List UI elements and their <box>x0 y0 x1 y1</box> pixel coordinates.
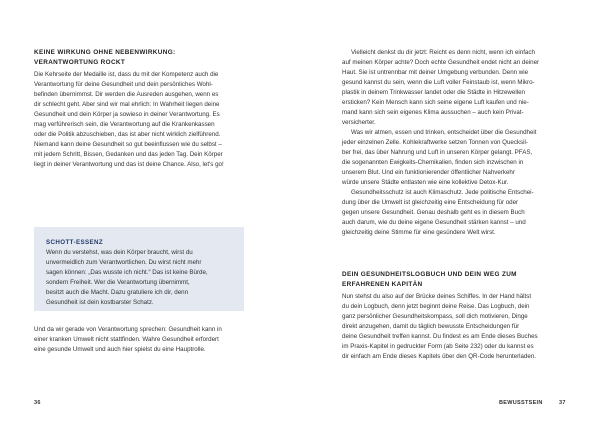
text-line: Was wir atmen, essen und trinken, entscheidet über die Gesundheit <box>351 129 537 136</box>
text-line: oder die Politik abzuschieben, das ist aber nicht wirklich zielführend. <box>34 131 221 138</box>
text-line: ber frei, das über Nahrung und Luft in unseren Körper gelangt. PFAS, <box>342 149 533 156</box>
text-line: Nun stehst du also auf der Brücke deines Schiffes. In der Hand hältst <box>342 293 532 300</box>
text-line: gleichzeitig deine Stimme für eine gesündere Welt wirst. <box>342 229 496 236</box>
text-line: plastik in deinem Trinkwasser landet oder die Städte in Hitzewellen <box>342 89 525 96</box>
page-number-right: 37 <box>559 400 566 406</box>
text-line: eine gesunde Umwelt und auch hier spielst du eine Hauptrolle. <box>34 346 206 353</box>
text-line: gesund kannst du sein, wenn die Luft voller Feinstaub ist, wenn Mikro- <box>342 79 535 86</box>
section-heading-logbook <box>342 270 576 290</box>
text-line: mit jedem Schritt, Bissen, Gedanken und das jeden Tag. Dein Körper <box>34 151 223 158</box>
text-line: auf meinen Körper achte? Doch echte Gesundheit endet nicht an deiner <box>342 59 540 66</box>
intro-paragraph <box>34 70 274 170</box>
essence-box-body <box>46 248 234 308</box>
text-line: du dein Logbuch, denn jetzt beginnt deine Reise. Das Logbuch, dein <box>342 303 530 310</box>
text-line: versicherter. <box>342 119 376 126</box>
text-line: Und da wir gerade von Verantwortung sprechen: Gesundheit kann in <box>34 326 222 333</box>
text-line: direkt anzugehen, damit du täglich bewusste Entscheidungen für <box>342 323 520 330</box>
heading-line: DEIN GESUNDHEITSLOGBUCH UND DEIN WEG ZUM <box>342 271 517 278</box>
text-line: unserem Blut. Und ein funktionierender öffentlicher Nahverkehr <box>342 169 515 176</box>
text-line: mag verführerisch sein, die Verantwortung auf die Krankenkassen <box>34 121 215 128</box>
essence-box <box>34 227 244 311</box>
heading-line: ERFAHRENEN KAPITÄN <box>342 281 423 288</box>
text-line: Haut. Sie ist untrennbar mit deiner Umgebung verbunden. Denn wie <box>342 69 529 76</box>
text-line: die sogenannten Ewigkeits-Chemikalien, finden sich inzwischen in <box>342 159 524 166</box>
text-line: ganz persönlicher Gesundheitskompass, soll dich motivieren, Dinge <box>342 313 528 320</box>
text-line: sagen können: „Das wusste ich nicht.“ Das ist keine Bürde, <box>46 269 208 276</box>
text-line: mand kann sich sein eigenes Klima aussuchen – auch kein Privat- <box>342 109 524 116</box>
essence-box-title: SCHOTT-ESSENZ <box>46 239 104 246</box>
text-line: besitzt auch die Macht. Dazu gratuliere ich dir, denn <box>46 289 189 296</box>
text-line: liegt in deiner Verantwortung und das ist deine Chance. Also, let's go! <box>34 161 224 168</box>
text-line: dung über die Umwelt ist gleichzeitig eine Entscheidung für oder <box>342 199 519 206</box>
outro-paragraph <box>34 325 274 355</box>
paragraph-logbook <box>342 292 576 362</box>
paragraph-environment <box>342 48 576 238</box>
text-line: deine Gesundheit treffen kannst. Du findest es am Ende dieses Buches <box>342 333 538 340</box>
text-line: dir schlecht geht. Aber sind wir mal ehrlich: In Wahrheit liegen deine <box>34 101 220 108</box>
page-number-left: 36 <box>34 400 41 406</box>
text-line: im Praxis-Kapitel in gedruckter Form (ab Seite 232) oder du kannst es <box>342 343 534 350</box>
text-line: Wenn du verstehst, was dein Körper braucht, wirst du <box>46 249 193 256</box>
text-line: auch darum, wie du deine eigene Gesundheit stärken kannst – und <box>342 219 526 226</box>
section-heading-responsibility <box>34 48 274 68</box>
text-line: jeder einzelnen Zelle. Kohlekraftwerke setzen Tonnen von Quecksil- <box>342 139 528 146</box>
text-line: Gesundheit ist dein kostbarster Schatz. <box>46 299 154 306</box>
right-page <box>300 0 600 425</box>
heading-line: VERANTWORTUNG ROCKT <box>34 59 126 66</box>
running-section-label: BEWUSSTSEIN <box>499 400 543 406</box>
text-line: dir einfach am Ende dieses Kapitels über den QR-Code herunterladen. <box>342 353 536 360</box>
text-line: Niemand kann deine Gesundheit so gut beeinflussen wie du selbst – <box>34 141 222 148</box>
text-line: unvermeidlich zum Verantwortlichen. Du wirst nicht mehr <box>46 259 202 266</box>
text-line: Die Kehrseite der Medaille ist, dass du mit der Kompetenz auch die <box>34 71 219 78</box>
text-line: Verantwortung für deine Gesundheit und dein persönliches Wohl- <box>34 81 213 88</box>
text-line: einer kranken Umwelt nicht stattfinden. Wahre Gesundheit erfordert <box>34 336 219 343</box>
heading-line: KEINE WIRKUNG OHNE NEBENWIRKUNG: <box>34 49 176 56</box>
text-line: würde unsere Städte entlasten wie eine kollektive Detox-Kur. <box>342 179 509 186</box>
text-line: gegen unsere Gesundheit. Genau deshalb geht es in diesem Buch <box>342 209 525 216</box>
text-line: befinden übernimmst. Dir werden die Ausreden ausgehen, wenn es <box>34 91 219 98</box>
text-line: ersticken? Kein Mensch kann sich seine eigene Luft kaufen und nie- <box>342 99 529 106</box>
text-line: Gesundheitsschutz ist auch Klimaschutz. Jede politische Entschei- <box>351 189 534 196</box>
text-line: sondern Freiheit. Wer die Verantwortung übernimmt, <box>46 279 190 286</box>
text-line: Gesundheit und dein Körper ja sowieso in deiner Verantwortung. Es <box>34 111 220 118</box>
text-line: Vielleicht denkst du dir jetzt: Reicht es denn nicht, wenn ich einfach <box>351 49 535 56</box>
